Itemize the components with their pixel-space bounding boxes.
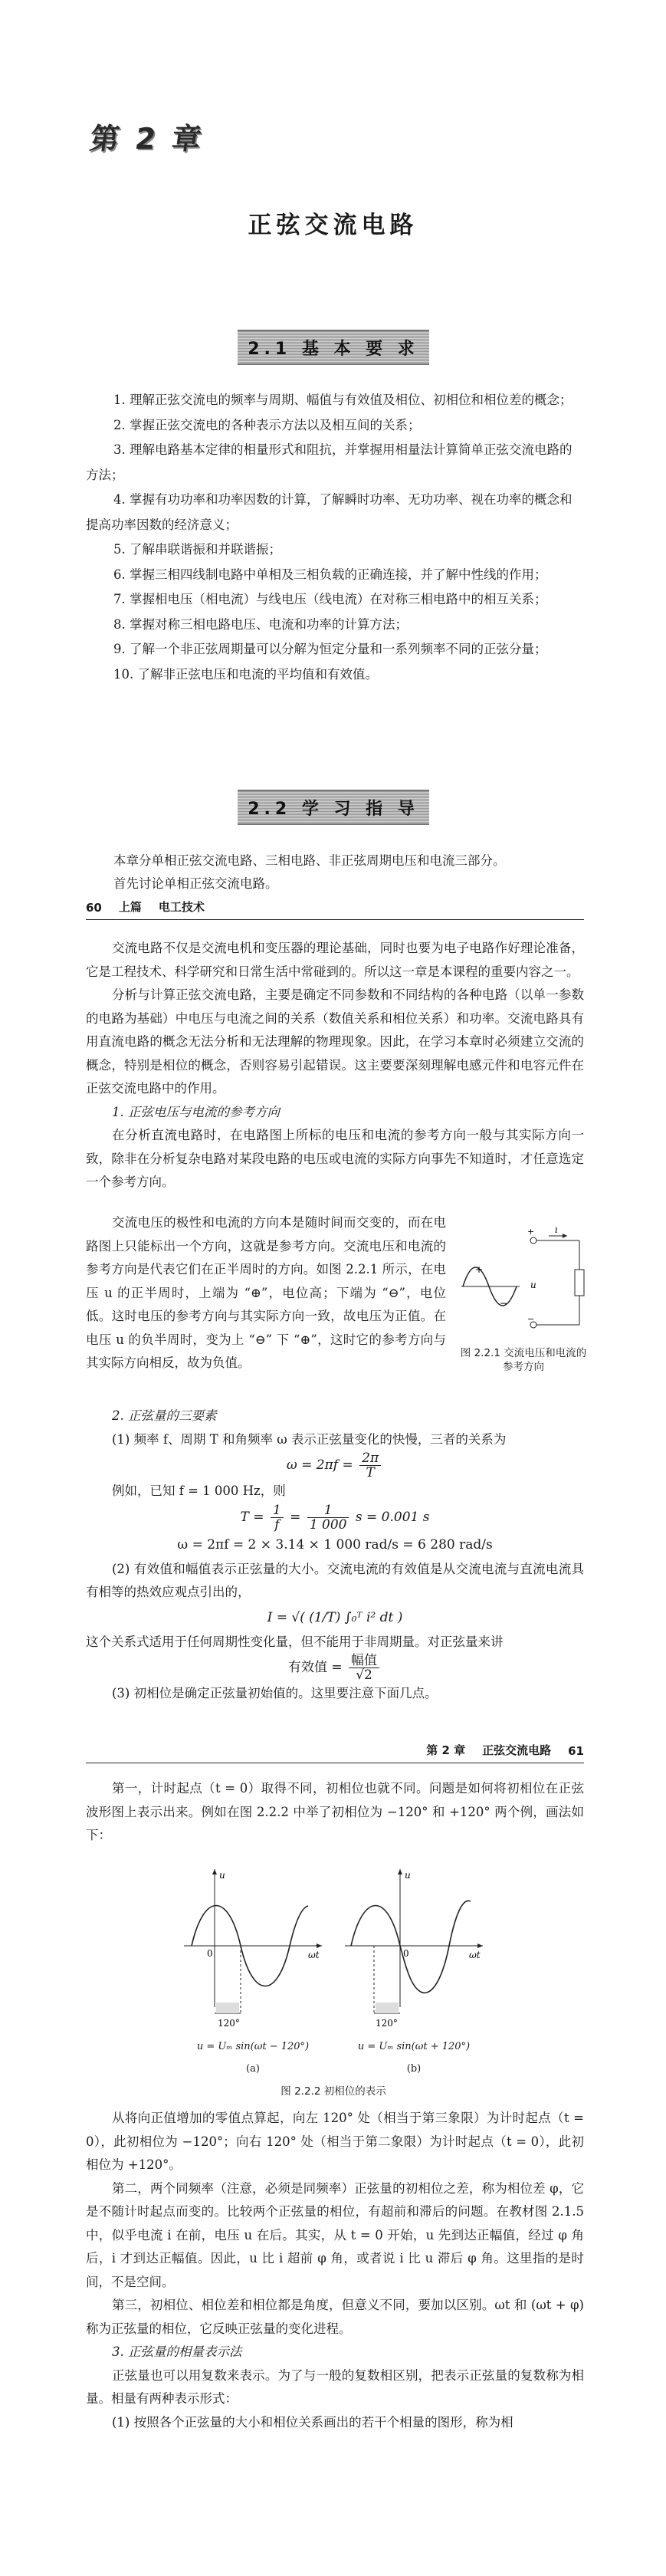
paragraph: 分析与计算正弦交流电路，主要是确定不同参数和不同结构的各种电路（以单一参数的电路为基础）中电压与电流之间的关系（数值关系和相位关系）和功率。交流电路具有用直流电路的概念无法分析和无法理解的物理现象。因此，在学习本章时必须建立交流的概念，特别是相位的概念，否则容易引起错误。这主要要深刻理解电感元件和电容元件在正弦交流电路中的作用。: [86, 987, 584, 1096]
body-block-three-elements: [86, 1405, 584, 1706]
eq-omega-lhs: ω = 2πf =: [286, 1457, 358, 1473]
requirement-item: 4. 掌握有功功率和功率因数的计算，了解瞬时功率、无功功率、视在功率的概念和提高功率因数的经济意义；: [86, 492, 572, 532]
wave-minus-sign: −: [500, 1298, 508, 1309]
requirement-item: 3. 理解电路基本定律的相量形式和阻抗，并掌握用相量法计算简单正弦交流电路的方法；: [86, 442, 572, 482]
header-title: 电工技术: [158, 900, 205, 914]
equation-period: T = $\frac{1}{f}$ = $\frac{1}{1 000}$ s = 0.001 s: [240, 1502, 430, 1533]
eq-period-den-1: f: [274, 1516, 280, 1533]
page-3: [0, 1733, 666, 2576]
figure-2-2-2-caption: 图 2.2.2 初相位的表示: [281, 2085, 386, 2098]
eq-period-den-2: 1 000: [309, 1516, 347, 1533]
header-chapter: 第 2 章: [426, 1743, 466, 1757]
eq-period-lhs: T =: [240, 1509, 268, 1525]
eq-omega-numerator: 2π: [359, 1451, 381, 1466]
wt-label-a: ωt: [308, 1950, 320, 1960]
eq-eff-lhs: 有效值 =: [287, 1660, 347, 1675]
paragraph: 交流电压的极性和电流的方向本是随时间而交变的，而在电路图上只能标出一个方向，这就是参考方向。交流电压和电流的参考方向是代表它们在正半周时的方向。如图 2.2.1 所示，在电压 u 的正半周时，上端为 “⊕”，电位高；下端为 “⊖”，电位低。这时电压的参考方向与其实际方向一致，故电压为正值。在电压 u 的负半周时，变为上 “⊖” 下 “⊕”，这时它的参考方向与其实际方向相反，故为负值。: [86, 1215, 446, 1370]
resistor: [575, 1270, 584, 1296]
angle-hatch-b: [376, 2003, 399, 2013]
requirement-item: 8. 掌握对称三相电路电压、电流和功率的计算方法；: [113, 616, 408, 632]
paragraph: (2) 有效值和幅值表示正弦量的大小。交流电流的有效值是从交流电流与直流电流具有相等的热效应观点引出的，: [86, 1561, 584, 1599]
requirement-item: 1. 理解正弦交流电的频率与周期、幅值与有效值及相位、初相位和相位差的概念；: [113, 393, 572, 407]
section-banner-2-2: 2.2 学 习 指 导: [238, 790, 429, 825]
current-arrow-head: [563, 1234, 567, 1238]
wave-plus-sign: +: [475, 1264, 484, 1275]
eq-period-num-1: 1: [271, 1503, 284, 1518]
eq-period-fraction-2: [307, 1503, 349, 1532]
paragraph: 在分析直流电路时，在电路图上所标的电压和电流的参考方向一般与其实际方向一致，除非在分析复杂电路对某段电路的电压或电流的实际方向事先不知道时，才任意选定一个参考方向。: [86, 1128, 584, 1189]
terminal-plus-label: +: [527, 1227, 535, 1237]
eq-eff-den: √2: [356, 1668, 372, 1683]
u-axis-arrow-a: [212, 1869, 217, 1875]
eq-eff-num: 幅值: [349, 1654, 379, 1668]
figure-sublabels: [176, 2063, 490, 2075]
equation-angular-frequency: ω = 2πf = 2 × 3.14 × 1 000 rad/s = 6 280 rad/s: [177, 1536, 493, 1552]
wt-label-b: ωt: [469, 1950, 481, 1960]
terminal-minus-label: −: [527, 1314, 535, 1324]
header-title: 正弦交流电路: [482, 1743, 552, 1757]
body-block-top: [86, 937, 584, 1194]
requirement-item: 7. 掌握相电压（相电流）与线电压（线电流）在对称三相电路中的相互关系；: [113, 592, 547, 606]
paragraph: 正弦量也可以用复数来表示。为了与一般的复数相区别，把表示正弦量的复数称为相量。相量有两种表示形式：: [86, 2367, 584, 2406]
header-part: 上篇: [118, 900, 142, 914]
figure-formulas: [176, 2041, 490, 2052]
t-axis-arrow-b: [477, 1944, 483, 1948]
equation-rms: I = √( (1/T) ∫₀ᵀ i² dt ): [267, 1609, 403, 1625]
paragraph: 例如，已知 f = 1 000 Hz，则: [112, 1484, 286, 1498]
subheading: 3. 正弦量的相量表示法: [112, 2344, 242, 2359]
figure-2-2-1: [458, 1227, 589, 1372]
subheading: 2. 正弦量的三要素: [112, 1408, 217, 1423]
page-number: 61: [568, 1744, 584, 1758]
voltage-label: u: [530, 1280, 536, 1290]
figure-2-2-2: [176, 1861, 490, 2098]
initial-phase-diagram: [176, 1861, 490, 2038]
top-terminal: [530, 1237, 536, 1244]
eq-period-rhs: s = 0.001 s: [351, 1509, 430, 1525]
eq-omega-denominator: T: [366, 1465, 375, 1480]
requirement-item: 9. 了解一个非正弦周期量可以分解为恒定分量和一系列频率不同的正弦分量；: [113, 642, 547, 656]
t-axis-arrow-a: [317, 1944, 322, 1948]
page-1: [0, 0, 666, 889]
equation-effective-value: [86, 1654, 584, 1682]
intro-paragraph: [86, 849, 584, 895]
body-block-phase-difference: [86, 2107, 584, 2434]
chapter-badge: 第 2 章: [87, 122, 207, 156]
paragraph: (1) 频率 f、周期 T 和角频率 ω 表示正弦量变化的快慢，三者的关系为: [112, 1431, 507, 1447]
eq-period-num-2: 1: [307, 1503, 349, 1518]
paragraph: (1) 按照各个正弦量的大小和相位关系画出的若干个相量的图形，称为相: [112, 2414, 513, 2430]
fig-sublabel-b: (b): [406, 2063, 422, 2075]
equation-omega: [86, 1451, 584, 1480]
requirement-item: 6. 掌握三相四线制电路中单相及三相负载的正确连接，并了解中性线的作用；: [113, 567, 547, 582]
body-block-initial-phase: [86, 1777, 584, 1848]
requirement-item: 10. 了解非正弦电压和电流的平均值和有效值。: [113, 666, 378, 682]
eq-period-fraction-1: [271, 1503, 284, 1532]
phase-plot-b: [345, 1869, 483, 2029]
angle-hatch-a: [216, 2003, 239, 2013]
requirement-item: 5. 了解串联谐振和并联谐振；: [113, 542, 281, 557]
chapter-title: 正弦交流电路: [248, 212, 418, 239]
intro-line: 本章分单相正弦交流电路、三相电路、非正弦周期电压和电流三部分。: [113, 853, 506, 868]
paragraph: 第二，两个同频率（注意，必须是同频率）正弦量的初相位之差，称为相位差 φ，它是不随计时起点而变的。比较两个正弦量的相位，有超前和滞后的问题。在教材图 2.1.5 中，似乎电流 i 在前，电压 u 在后。其实，从 t = 0 开始，u 先到达正幅值，经过 φ 角后，i 才到达正幅值。因此，u 比 i 超前 φ 角，或者说 i 比 u 滞后 φ 角。这里指的是时间，不是空间。: [86, 2180, 584, 2289]
requirements-list: [86, 388, 584, 687]
eq-eff-fraction: [349, 1654, 379, 1682]
fig-sublabel-a: (a): [246, 2063, 260, 2075]
intro-line: 首先讨论单相正弦交流电路。: [113, 876, 278, 891]
current-label: i: [555, 1227, 558, 1235]
page-2: [0, 889, 666, 1733]
paragraph: 第一，计时起点（t = 0）取得不同，初相位也就不同。问题是如何将初相位在正弦波形图上表示出来。例如在图 2.2.2 中举了初相位为 −120° 和 +120° 两个例，画法如下：: [86, 1781, 584, 1842]
figure-2-2-1-caption: 图 2.2.1 交流电压和电流的参考方向: [460, 1347, 587, 1373]
paragraph: 第三，初相位、相位差和相位都是角度，但意义不同，要加以区别。ωt 和 (ωt + φ) 称为正弦量的相位，它反映正弦量的变化进程。: [86, 2298, 584, 2336]
paragraph: 这个关系式适用于任何周期性变化量，但不能用于非周期量。对正弦量来讲: [86, 1634, 504, 1649]
page-number: 60: [86, 901, 102, 915]
u-label-b: u: [405, 1870, 411, 1881]
origin-label-a: 0: [207, 1948, 213, 1959]
eq-omega-fraction: [359, 1451, 381, 1480]
origin-label-b: 0: [403, 1948, 409, 1959]
reference-direction-diagram: [458, 1227, 589, 1334]
phase-plot-a: [184, 1869, 322, 2029]
section-banner-2-1: 2.1 基 本 要 求: [238, 330, 429, 365]
body-block-with-figure: [86, 1211, 446, 1375]
fig-formula-a: u = Uₘ sin(ωt − 120°): [196, 2041, 310, 2052]
angle-label-a: 120°: [218, 2018, 240, 2029]
running-header: [86, 889, 584, 920]
paragraph: 交流电路不仅是交流电机和变压器的理论基础，同时也要为电子电路作好理论准备，它是工程技术、科学研究和日常生活中常碰到的。所以这一章是本课程的重要内容之一。: [86, 941, 584, 979]
paragraph: (3) 初相位是确定正弦量初始值的。这里要注意下面几点。: [112, 1686, 438, 1700]
subheading: 1. 正弦电压与电流的参考方向: [112, 1104, 280, 1119]
sine-curve-b: [351, 1901, 471, 1993]
paragraph: 从将向正值增加的零值点算起，向左 120° 处（相当于第三象限）为计时起点（t = 0），此初相位为 −120°；向右 120° 处（相当于第二象限）为计时起点（t = 0），此初相位为 +120°。: [86, 2111, 584, 2172]
running-header: [86, 1733, 584, 1763]
u-label-a: u: [219, 1870, 225, 1881]
angle-label-b: 120°: [376, 2018, 398, 2029]
requirement-item: 2. 掌握正弦交流电的各种表示方法以及相互间的关系；: [113, 417, 421, 432]
u-axis-arrow-b: [398, 1869, 402, 1875]
fig-formula-b: u = Uₘ sin(ωt + 120°): [357, 2041, 471, 2052]
